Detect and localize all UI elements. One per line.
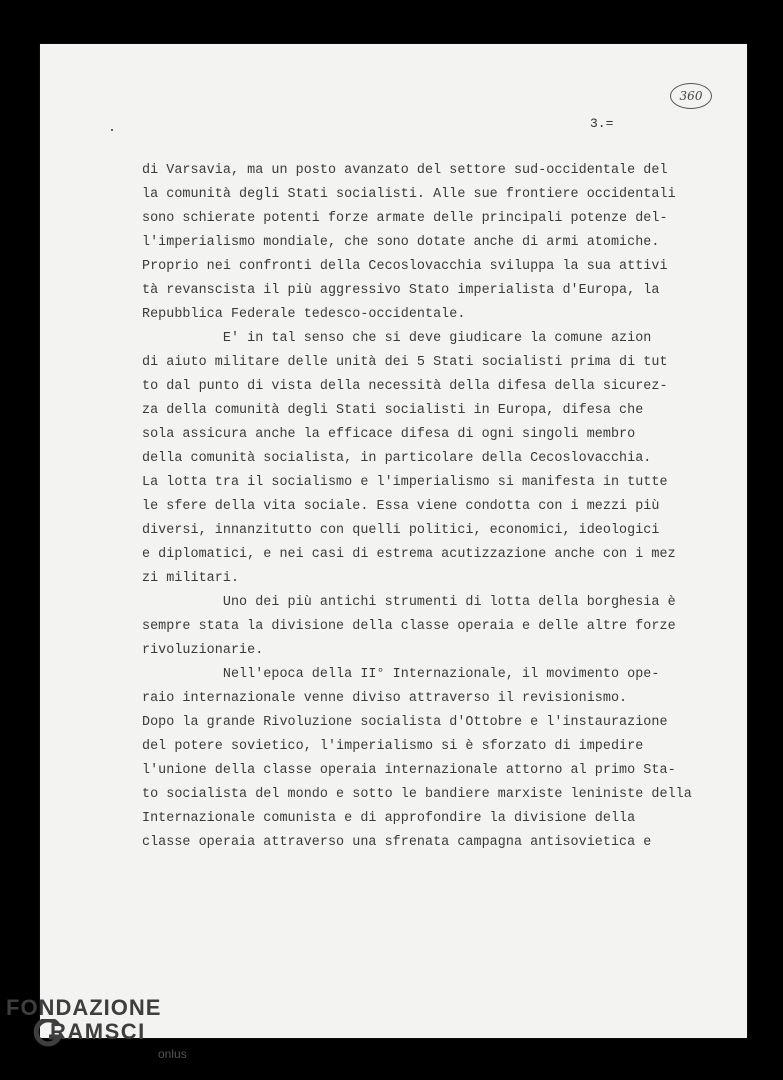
text-line: della comunità socialista, in particolare della Cecoslovacchia. <box>142 451 652 466</box>
text-line: Repubblica Federale tedesco-occidentale. <box>142 307 466 322</box>
text-line: e diplomatici, e nei casi di estrema acutizzazione anche con i mez <box>142 547 676 562</box>
page-number: 3.= <box>590 116 614 131</box>
archive-stamp: 360 <box>670 83 712 109</box>
text-line: za della comunità degli Stati socialisti in Europa, difesa che <box>142 403 644 418</box>
text-line: Dopo la grande Rivoluzione socialista d'Ottobre e l'instaurazione <box>142 715 668 730</box>
text-line: di aiuto militare delle unità dei 5 Stati socialisti prima di tut <box>142 355 668 370</box>
text-line: raio internazionale venne diviso attraverso il revisionismo. <box>142 691 628 706</box>
text-line: to socialista del mondo e sotto le bandiere marxiste leniniste della <box>142 787 692 802</box>
text-line: Proprio nei confronti della Cecoslovacchia sviluppa la sua attivi <box>142 259 668 274</box>
text-line: classe operaia attraverso una sfrenata campagna antisovietica e <box>142 835 652 850</box>
text-line: zi militari. <box>142 571 240 586</box>
text-line: Uno dei più antichi strumenti di lotta della borghesia è <box>142 595 676 610</box>
text-line: E' in tal senso che si deve giudicare la comune azion <box>142 331 652 346</box>
text-line: tà revanscista il più aggressivo Stato imperialista d'Europa, la <box>142 283 660 298</box>
text-line: l'unione della classe operaia internazionale attorno al primo Sta- <box>142 763 676 778</box>
text-line: l'imperialismo mondiale, che sono dotate anche di armi atomiche. <box>142 235 660 250</box>
text-line: sola assicura anche la efficace difesa di ogni singoli membro <box>142 427 636 442</box>
text-line: la comunità degli Stati socialisti. Alle sue frontiere occidentali <box>142 187 676 202</box>
text-line: Nell'epoca della II° Internazionale, il movimento ope- <box>142 667 660 682</box>
text-line: sempre stata la divisione della classe operaia e delle altre forze <box>142 619 676 634</box>
text-line: Internazionale comunista e di approfondire la divisione della <box>142 811 636 826</box>
text-line: to dal punto di vista della necessità della difesa della sicurez- <box>142 379 668 394</box>
text-line: rivoluzionarie. <box>142 643 264 658</box>
text-line: le sfere della vita sociale. Essa viene condotta con i mezzi più <box>142 499 660 514</box>
text-line: La lotta tra il socialismo e l'imperialismo si manifesta in tutte <box>142 475 668 490</box>
text-line: del potere sovietico, l'imperialismo si è sforzato di impedire <box>142 739 644 754</box>
watermark-line-2: RAMSCI <box>50 1019 146 1044</box>
text-line: sono schierate potenti forze armate delle principali potenze del- <box>142 211 668 226</box>
text-line: di Varsavia, ma un posto avanzato del settore sud-occidentale del <box>142 163 668 178</box>
watermark-line-1: FONDAZIONE <box>6 995 162 1020</box>
watermark-line-3: onlus <box>158 1047 187 1061</box>
margin-mark <box>111 129 113 131</box>
text-line: diversi, innanzitutto con quelli politici, economici, ideologici <box>142 523 660 538</box>
